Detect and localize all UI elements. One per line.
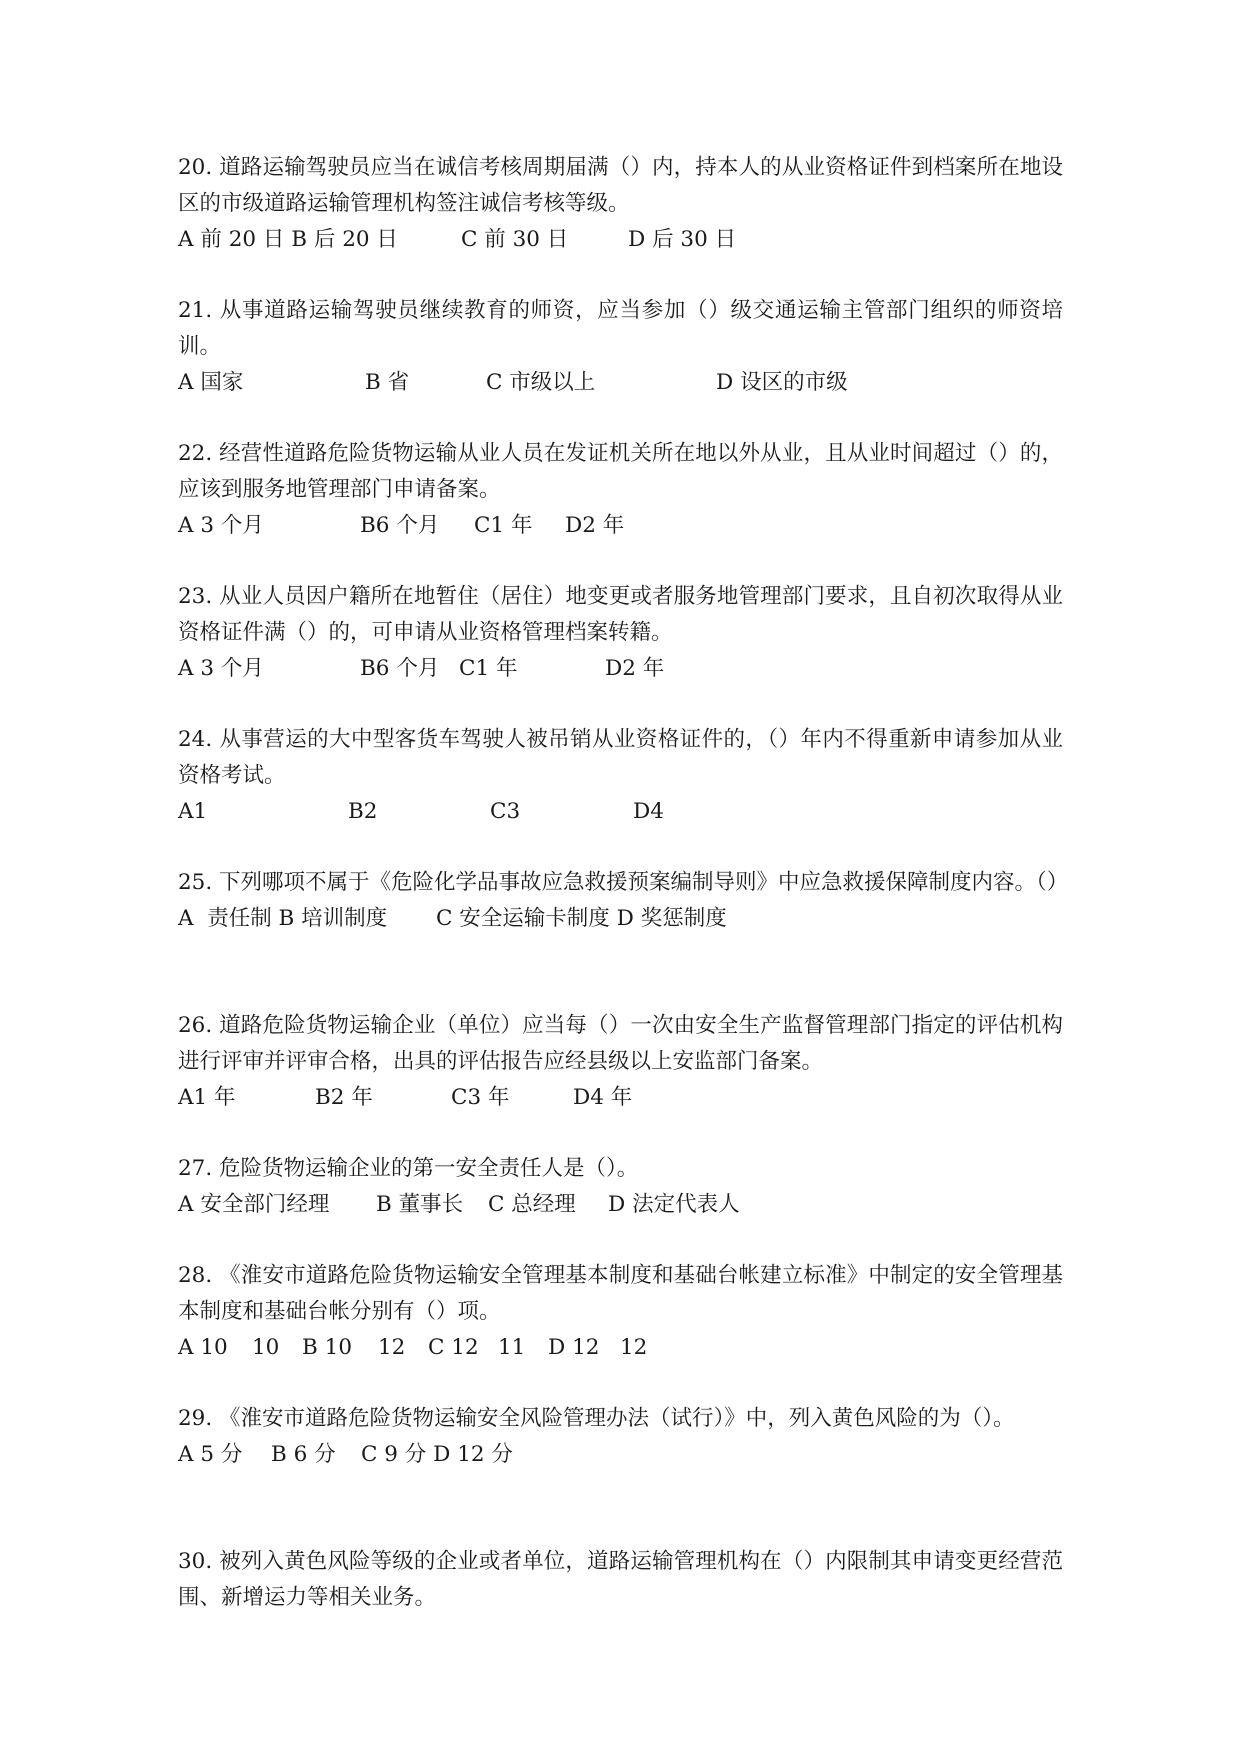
question-22 xyxy=(178,436,1063,544)
option: D 后 30 日 xyxy=(628,227,737,252)
option-value: 12 xyxy=(620,1335,648,1360)
option: D4 xyxy=(633,799,664,824)
option: B2 xyxy=(348,799,378,824)
option-value: 10 xyxy=(252,1335,280,1360)
question-stem: 28. 《淮安市道路危险货物运输安全管理基本制度和基础台帐建立标准》中制定的安全管理基本制度和基础台帐分别有（）项。 xyxy=(178,1263,1063,1324)
option: B6 个月 xyxy=(360,656,440,681)
option: C 安全运输卡制度 D 奖惩制度 xyxy=(436,906,727,931)
question-options xyxy=(178,365,1063,401)
question-stem: 30. 被列入黄色风险等级的企业或者单位，道路运输管理机构在（）内限制其申请变更经营范围、新增运力等相关业务。 xyxy=(178,1549,1063,1610)
question-stem: 27. 危险货物运输企业的第一安全责任人是（）。 xyxy=(178,1156,639,1181)
question-options xyxy=(178,1187,1063,1223)
question-options xyxy=(178,1080,1063,1116)
question-options xyxy=(178,1437,1063,1473)
option: A1 xyxy=(178,799,208,824)
option: D 法定代表人 xyxy=(608,1192,740,1217)
option: D 设区的市级 xyxy=(716,370,848,395)
option: B2 年 xyxy=(315,1085,373,1110)
option: A 3 个月 xyxy=(178,513,264,538)
option: A 5 分 xyxy=(178,1442,243,1467)
option: D 12 xyxy=(548,1335,600,1360)
option: B6 个月 xyxy=(360,513,440,538)
question-stem: 29. 《淮安市道路危险货物运输安全风险管理办法（试行）》中，列入黄色风险的为（）。 xyxy=(178,1406,1015,1431)
option: D2 年 xyxy=(565,513,625,538)
question-stem: 26. 道路危险货物运输企业（单位）应当每（）一次由安全生产监督管理部门指定的评估机构进行评审并评审合格，出具的评估报告应经县级以上安监部门备案。 xyxy=(178,1013,1063,1074)
option: C 12 xyxy=(428,1335,479,1360)
question-26 xyxy=(178,1008,1063,1116)
question-stem: 20. 道路运输驾驶员应当在诚信考核周期届满（）内，持本人的从业资格证件到档案所在地设区的市级道路运输管理机构签注诚信考核等级。 xyxy=(178,155,1063,216)
option: C 9 分 D 12 分 xyxy=(361,1442,513,1467)
question-options xyxy=(178,651,1063,687)
question-25 xyxy=(178,865,1069,937)
question-options xyxy=(178,1330,1063,1366)
option: C3 年 xyxy=(451,1085,510,1110)
option: A 安全部门经理 xyxy=(178,1192,330,1217)
question-options xyxy=(178,901,1063,937)
option: A 3 个月 xyxy=(178,656,264,681)
question-stem: 21. 从事道路运输驾驶员继续教育的师资，应当参加（）级交通运输主管部门组织的师资培训。 xyxy=(178,298,1063,359)
option: C1 年 xyxy=(474,513,533,538)
option: C1 年 xyxy=(459,656,518,681)
option: D2 年 xyxy=(605,656,665,681)
option: A 前 20 日 B 后 20 日 xyxy=(178,227,398,252)
question-20 xyxy=(178,150,1063,258)
option: C 前 30 日 xyxy=(461,227,569,252)
option: D4 年 xyxy=(573,1085,633,1110)
question-stem: 22. 经营性道路危险货物运输从业人员在发证机关所在地以外从业，且从业时间超过（）的，应该到服务地管理部门申请备案。 xyxy=(178,441,1063,502)
question-options xyxy=(178,508,1063,544)
question-options xyxy=(178,222,1063,258)
option: C 市级以上 xyxy=(486,370,596,395)
option: A 国家 xyxy=(178,370,244,395)
question-28 xyxy=(178,1258,1063,1366)
question-23 xyxy=(178,579,1063,687)
question-stem: 23. 从业人员因户籍所在地暂住（居住）地变更或者服务地管理部门要求，且自初次取得从业资格证件满（）的，可申请从业资格管理档案转籍。 xyxy=(178,584,1063,645)
question-stem: 24. 从事营运的大中型客货车驾驶人被吊销从业资格证件的，（）年内不得重新申请参加从业资格考试。 xyxy=(178,727,1063,788)
option: C 总经理 xyxy=(488,1192,576,1217)
option: B 董事长 xyxy=(376,1192,464,1217)
option-value: 11 xyxy=(498,1335,526,1360)
option: B 10 xyxy=(302,1335,352,1360)
option: B 6 分 xyxy=(271,1442,336,1467)
option: A 10 xyxy=(178,1335,228,1360)
option: A 责任制 B 培训制度 xyxy=(178,906,388,931)
question-stem: 25. 下列哪项不属于《危险化学品事故应急救援预案编制导则》中应急救援保障制度内容。（） xyxy=(178,870,1069,895)
question-options xyxy=(178,794,1063,830)
question-30 xyxy=(178,1544,1063,1616)
option-value: 12 xyxy=(378,1335,406,1360)
question-29 xyxy=(178,1401,1063,1473)
option: A1 年 xyxy=(178,1085,236,1110)
question-21 xyxy=(178,293,1063,401)
option: C3 xyxy=(490,799,521,824)
question-24 xyxy=(178,722,1063,830)
question-27 xyxy=(178,1151,1063,1223)
option: B 省 xyxy=(365,370,410,395)
